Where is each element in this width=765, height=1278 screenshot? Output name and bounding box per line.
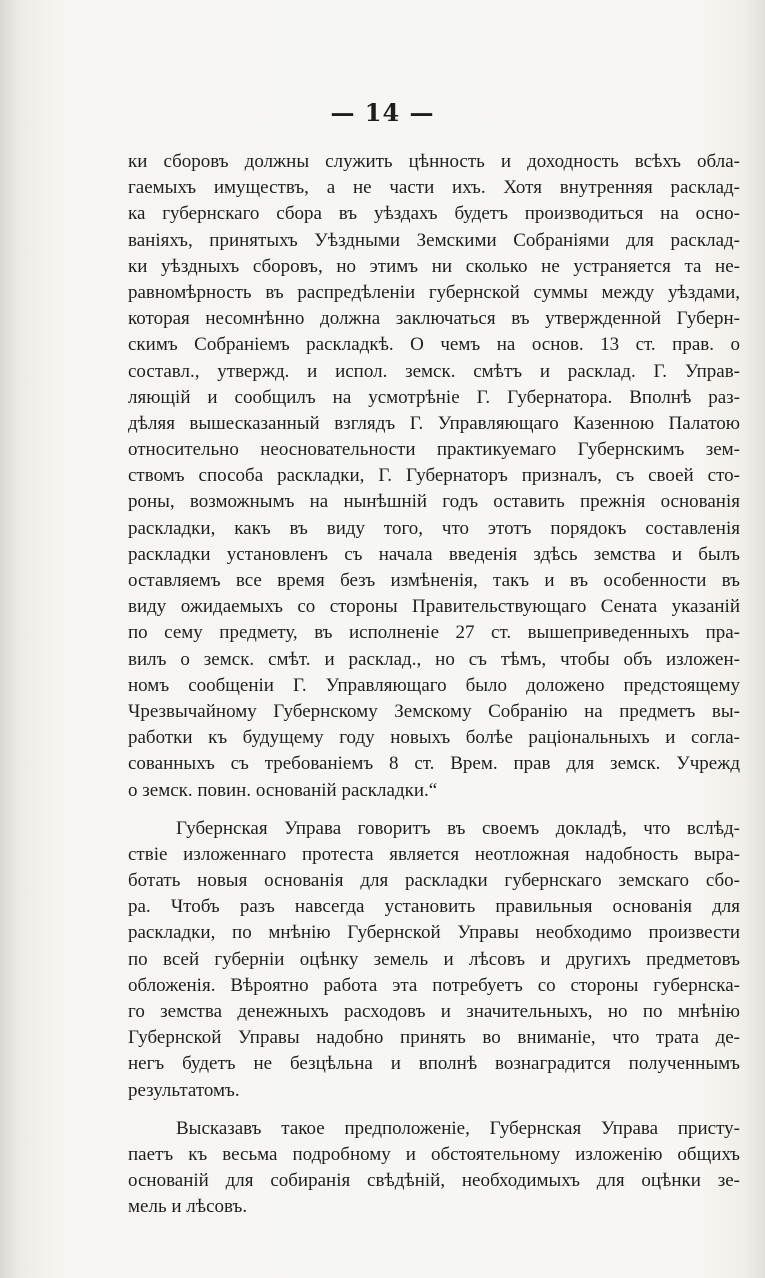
text-line: ботать новыя основанія для раскладки губернскаго земскаго сбо- [128,870,740,892]
text-line: вилъ о земск. смѣт. и расклад., но съ тѣмъ, чтобы объ изложен- [128,648,740,670]
text-line: Чрезвычайному Губернскому Земскому Собранію на предметъ вы- [128,700,740,722]
text-line: сованныхъ съ требованіемъ 8 ст. Врем. прав для земск. Учрежд [128,753,740,775]
text-line: ляющій и сообщилъ на усмотрѣніе Г. Губернатора. Вполнѣ раз- [128,386,740,408]
text-line: составл., утвержд. и испол. земск. смѣтъ и расклад. Г. Управ- [128,360,740,382]
text-line: раскладки, какъ въ виду того, что этотъ порядокъ составленія [128,517,740,539]
text-line: которая несомнѣнно должна заключаться въ утвержденной Губерн- [128,308,740,330]
text-line: негъ будетъ не безцѣльна и вполнѣ вознаградится полученнымъ [128,1053,740,1075]
text-line: результатомъ. [128,1079,240,1101]
text-line: равномѣрность въ распредѣленіи губернской суммы между уѣздами, [128,281,740,303]
body-text [128,149,740,1221]
text-line: ка губернскаго сбора въ уѣздахъ будетъ производиться на осно- [128,203,740,225]
text-line: раскладки установленъ съ начала введенія здѣсь земства и былъ [128,543,740,565]
text-line: роны, возможнымъ на нынѣшній годъ оставить прежнія основанія [128,491,740,513]
text-line: Высказавъ такое предположеніе, Губернская Управа присту- [176,1117,740,1139]
text-line: гаемыхъ имуществъ, а не части ихъ. Хотя внутренняя расклад- [128,177,740,199]
paragraph-1 [128,149,740,804]
text-line: мель и лѣсовъ. [128,1196,248,1218]
text-line: ствомъ способа раскладки, Г. Губернаторъ призналъ, съ своей сто- [128,465,740,487]
text-line: раскладки, по мнѣнію Губернской Управы необходимо произвести [128,922,740,944]
text-line: о земск. повин. основаній раскладки.“ [128,779,438,801]
text-line: го земства денежныхъ расходовъ и значительныхъ, но по мнѣнію [128,1001,740,1022]
text-line: по всей губерніи оцѣнку земель и лѣсовъ и другихъ предметовъ [128,948,740,970]
text-line: ваніяхъ, принятыхъ Уѣздными Земскими Собраніями для расклад- [128,229,740,251]
text-line: относительно неосновательности практикуемаго Губернскимъ зем- [128,439,740,461]
text-line: номъ сообщеніи Г. Управляющаго было доложено предстоящему [128,674,740,696]
text-line: основаній для собиранія свѣдѣній, необходимыхъ для оцѣнки зе- [128,1170,740,1192]
text-line: ки сборовъ должны служить цѣнность и доходность всѣхъ обла- [128,151,740,172]
text-line: ствіе изложеннаго протеста является неотложная надобность выра- [128,843,740,865]
text-line: работки къ будущему году новыхъ болѣе раціональныхъ и согла- [128,727,740,749]
text-line: ки уѣздныхъ сборовъ, но этимъ ни сколько не устраняется та не- [128,255,740,277]
text-line: ра. Чтобъ разъ навсегда установить правильныя основанія для [128,896,740,918]
page-number: — 14 — [330,98,435,127]
text-line: оставляемъ все время безъ измѣненія, такъ и въ особенности въ [128,570,740,591]
paragraph-2 [128,816,740,1104]
text-line: Губернская Управа говоритъ въ своемъ докладѣ, что вслѣд- [176,817,740,839]
text-line: Губернской Управы надобно принять во вниманіе, что трата де- [128,1027,740,1049]
text-line: виду ожидаемыхъ со стороны Правительствующаго Сената указаній [128,596,740,618]
text-line: обложенія. Вѣроятно работа эта потребуетъ со стороны губернска- [128,974,740,996]
paragraph-3 [128,1116,740,1221]
text-line: по сему предмету, въ исполненіе 27 ст. вышеприведенныхъ пра- [128,622,740,644]
text-line: скимъ Собраніемъ раскладкѣ. О чемъ на основ. 13 ст. прав. о [128,334,740,356]
text-line: дѣляя вышесказанный взглядъ Г. Управляющаго Казенною Палатою [128,412,740,434]
text-line: паетъ къ весьма подробному и обстоятельному изложенію общихъ [128,1143,740,1165]
